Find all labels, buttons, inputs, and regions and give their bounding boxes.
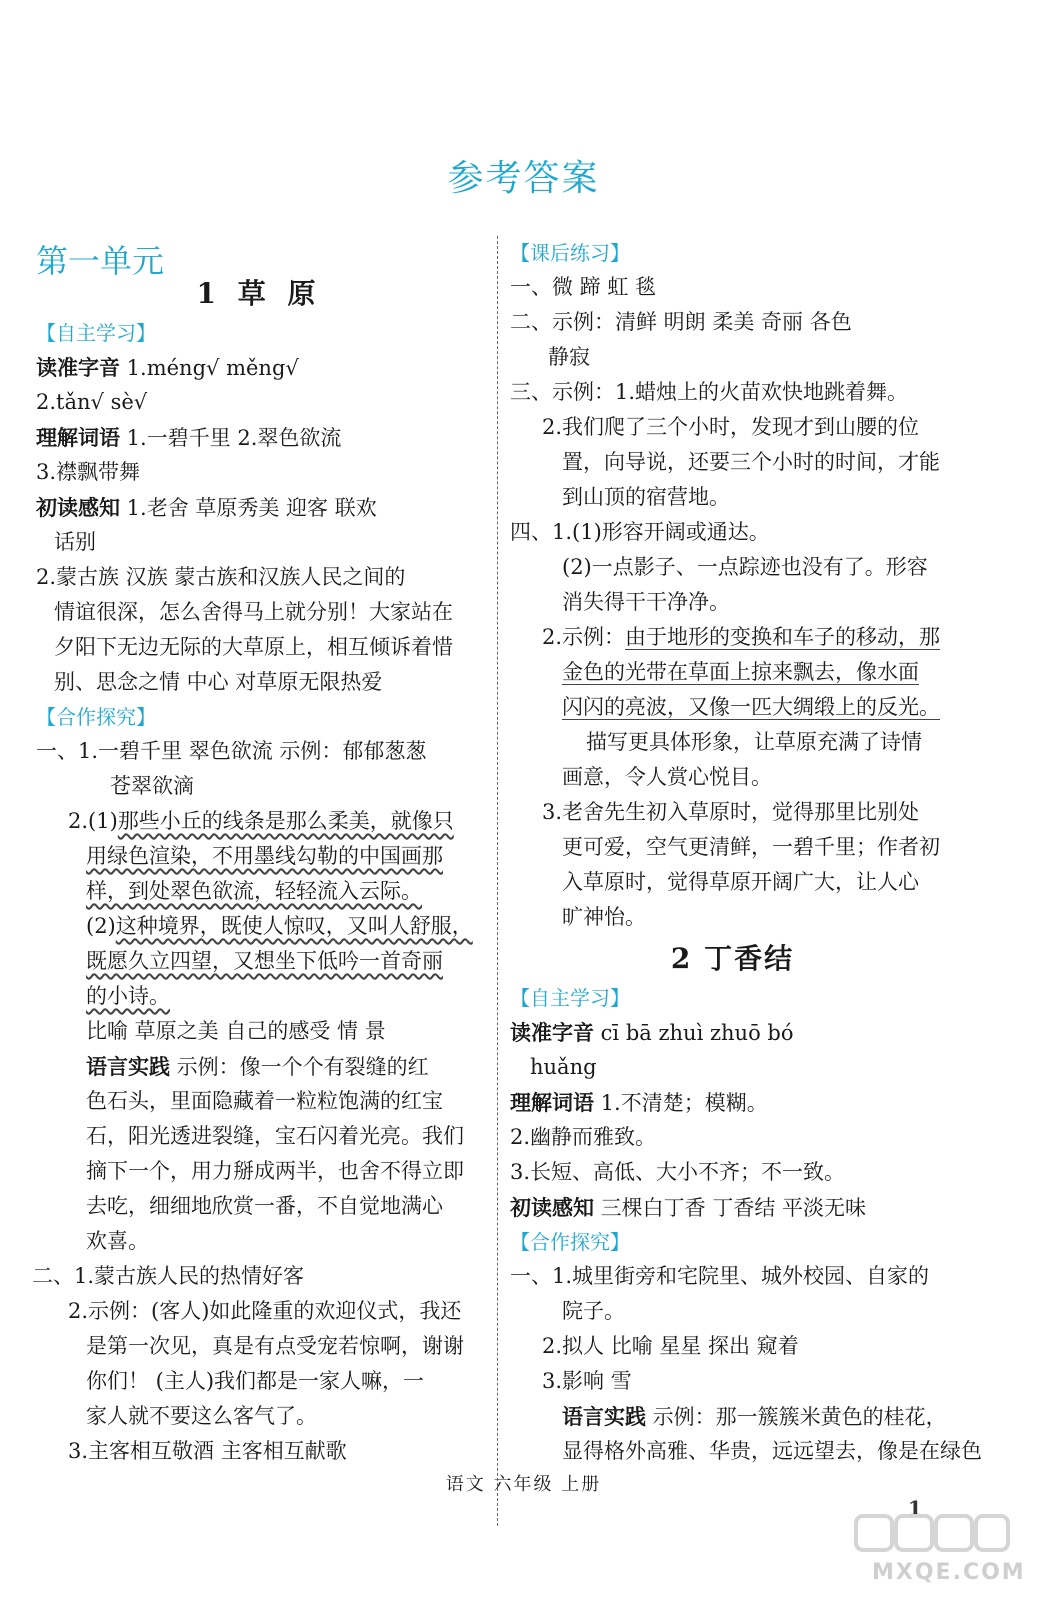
underlined-text: 那些小丘的线条是那么柔美，就像只 xyxy=(117,809,454,833)
answer-line: 二、1.蒙古族人民的热情好客 xyxy=(32,1264,305,1288)
page-number: 1 xyxy=(908,1496,922,1520)
answer-line: 情谊很深，怎么舍得马上就分别！大家站在 xyxy=(54,600,453,624)
answer-text: 1.一碧千里 2.翠色欲流 xyxy=(120,426,342,450)
answer-line: 2.拟人 比喻 星星 探出 窥着 xyxy=(542,1334,799,1358)
answer-line: 更可爱，空气更清鲜，一碧千里；作者初 xyxy=(562,835,940,859)
underlined-text: 既愿久立四望，又想坐下低吟一首奇丽 xyxy=(86,949,443,973)
section-tag-cooperative: 【合作探究】 xyxy=(36,705,156,729)
answer-line: 话别 xyxy=(54,530,96,554)
answer-text: 1.老舍 草原秀美 迎客 联欢 xyxy=(120,496,377,520)
answer-text: 1.不清楚；模糊。 xyxy=(594,1091,768,1115)
answer-line: 一、1.一碧千里 翠色欲流 示例：郁郁葱葱 xyxy=(36,739,427,763)
page-title: 参考答案 xyxy=(447,158,600,199)
answer-text: 示例：那一簇簇米黄色的桂花， xyxy=(646,1405,947,1429)
column-divider xyxy=(497,236,498,1526)
answer-line: 别、思念之情 中心 对草原无限热爱 xyxy=(54,670,383,694)
answer-text: cī bā zhuì zhuō bó xyxy=(594,1021,794,1045)
answer-line: (2)一点影子、一点踪迹也没有了。形容 xyxy=(562,555,928,579)
left-column xyxy=(32,236,482,1469)
answer-line: 2.示例：(客人)如此隆重的欢迎仪式，我还 xyxy=(68,1299,462,1323)
answer-line: 家人就不要这么客气了。 xyxy=(86,1404,317,1428)
item-label: 理解词语 xyxy=(510,1090,594,1115)
answer-line: 一、微 蹄 虹 毯 xyxy=(510,275,657,299)
answer-line: 欢喜。 xyxy=(86,1229,149,1253)
answer-line: 描写更具体形象，让草原充满了诗情 xyxy=(586,730,922,754)
item-number: 2.示例： xyxy=(542,625,626,649)
answer-line: 石，阳光透进裂缝，宝石闪着光亮。我们 xyxy=(86,1124,464,1148)
section-tag-after-class: 【课后练习】 xyxy=(510,241,630,265)
answer-line: 显得格外高雅、华贵，远远望去，像是在绿色 xyxy=(562,1439,982,1463)
unit-title: 第一单元 xyxy=(36,242,165,280)
answer-line: 3.长短、高低、大小不齐；不一致。 xyxy=(510,1160,846,1184)
answer-line: 静寂 xyxy=(548,345,590,369)
item-label: 读准字音 xyxy=(510,1020,594,1045)
item-label: 语言实践 xyxy=(562,1404,646,1429)
underlined-text: 用绿色渲染，不用墨线勾勒的中国画那 xyxy=(86,844,443,868)
answer-line: 摘下一个，用力掰成两半，也舍不得立即 xyxy=(86,1159,464,1183)
answer-line: 到山顶的宿营地。 xyxy=(562,485,730,509)
answer-line: 四、1.(1)形容开阔或通达。 xyxy=(510,520,770,544)
answer-line: 院子。 xyxy=(562,1299,625,1323)
lesson-title: 1 草 原 xyxy=(196,277,322,310)
right-column xyxy=(510,236,982,1469)
answer-line: 2.幽静而雅致。 xyxy=(510,1125,657,1149)
answer-line: 旷神怡。 xyxy=(562,905,646,929)
answer-text: 三棵白丁香 丁香结 平淡无味 xyxy=(594,1196,867,1220)
item-number: (2) xyxy=(86,914,116,938)
answer-line: 画意，令人赏心悦目。 xyxy=(562,765,772,789)
answer-line: 二、示例：清鲜 明朗 柔美 奇丽 各色 xyxy=(510,310,852,334)
answer-line: 色石头，里面隐藏着一粒粒饱满的红宝 xyxy=(86,1089,443,1113)
answer-line: 2.我们爬了三个小时，发现才到山腰的位 xyxy=(542,415,920,439)
underlined-text: 这种境界，既使人惊叹，又叫人舒服， xyxy=(115,914,473,938)
answer-line: 3.襟飘带舞 xyxy=(36,460,141,484)
answer-line: huǎng xyxy=(530,1055,597,1079)
item-label: 理解词语 xyxy=(36,425,120,450)
answer-text: 1.méng√ měng√ xyxy=(120,356,299,380)
item-label: 初读感知 xyxy=(36,495,120,520)
answer-line: 苍翠欲滴 xyxy=(110,774,194,798)
section-tag-self-study: 【自主学习】 xyxy=(36,321,156,345)
answer-line: 三、示例：1.蜡烛上的火苗欢快地跳着舞。 xyxy=(510,380,909,404)
section-tag-self-study: 【自主学习】 xyxy=(510,986,630,1010)
item-number: 2.(1) xyxy=(68,809,118,833)
answer-line: 2.蒙古族 汉族 蒙古族和汉族人民之间的 xyxy=(36,565,406,589)
section-tag-cooperative: 【合作探究】 xyxy=(510,1230,630,1254)
watermark-text: MXQE.COM xyxy=(872,1560,1026,1585)
answer-line: 入草原时，觉得草原开阔广大，让人心 xyxy=(562,870,919,894)
answer-line: 2.tǎn√ sè√ xyxy=(36,390,148,414)
answer-line: 是第一次见，真是有点受宠若惊啊，谢谢 xyxy=(86,1334,464,1358)
answer-line: 比喻 草原之美 自己的感受 情 景 xyxy=(86,1019,386,1043)
answer-line: 3.主客相互敬酒 主客相互献歌 xyxy=(68,1439,347,1463)
answer-line: 3.老舍先生初入草原时，觉得那里比别处 xyxy=(542,800,920,824)
underlined-text: 样，到处翠色欲流，轻轻流入云际。 xyxy=(86,879,422,903)
answer-line: 消失得干干净净。 xyxy=(562,590,730,614)
underlined-text: 闪闪的亮波，又像一匹大绸缎上的反光。 xyxy=(562,695,940,719)
answer-line: 去吃，细细地欣赏一番，不自觉地满心 xyxy=(86,1194,443,1218)
answer-line: 一、1.城里街旁和宅院里、城外校园、自家的 xyxy=(510,1264,930,1288)
item-label: 语言实践 xyxy=(86,1054,170,1079)
underlined-text: 由于地形的变换和车子的移动，那 xyxy=(625,625,941,649)
answer-line: 夕阳下无边无际的大草原上，相互倾诉着惜 xyxy=(54,635,453,659)
item-label: 初读感知 xyxy=(510,1195,594,1220)
page-footer: 语文 六年级 上册 xyxy=(445,1474,602,1495)
underlined-text: 的小诗。 xyxy=(86,984,170,1008)
lesson-title: 2 丁香结 xyxy=(670,942,795,975)
answer-line: 置，向导说，还要三个小时的时间，才能 xyxy=(562,450,940,474)
answer-line: 3.影响 雪 xyxy=(542,1369,632,1393)
answer-line: 你们！ (主人)我们都是一家人嘛，一 xyxy=(86,1369,425,1393)
answer-text: 示例：像一个个有裂缝的红 xyxy=(170,1055,429,1079)
watermark-logo-icon xyxy=(852,1510,1012,1554)
item-label: 读准字音 xyxy=(36,355,120,380)
underlined-text: 金色的光带在草面上掠来飘去，像水面 xyxy=(562,660,919,684)
